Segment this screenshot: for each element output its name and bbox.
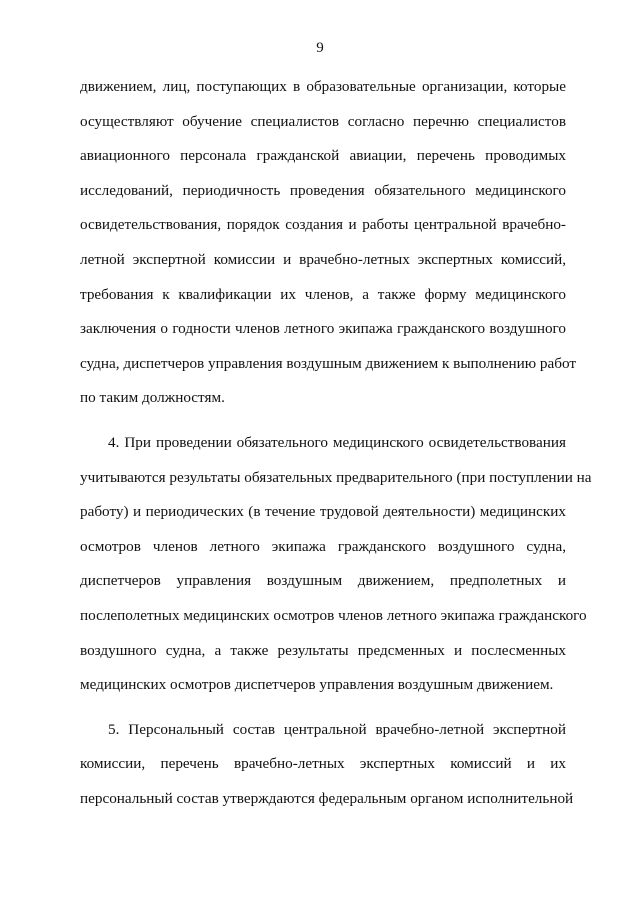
text-line: учитываются результаты обязательных предварительного (при поступлении на — [80, 468, 592, 486]
text-line: осуществляют обучение специалистов согласно перечню специалистов — [80, 112, 566, 130]
text-line: 4. При проведении обязательного медицинского освидетельствования — [108, 433, 566, 451]
text-line: освидетельствования, порядок создания и работы центральной врачебно- — [80, 216, 566, 234]
text-line: 5. Персональный состав центральной врачебно-летной экспертной — [108, 720, 566, 738]
body-text — [80, 70, 592, 816]
text-line: по таким должностям. — [80, 389, 225, 407]
text-line: послеполетных медицинских осмотров членов летного экипажа гражданского — [80, 606, 587, 624]
text-line: исследований, периодичность проведения обязательного медицинского — [80, 181, 566, 199]
text-line: медицинских осмотров диспетчеров управления воздушным движением. — [80, 676, 554, 694]
text-line: диспетчеров управления воздушным движением, предполетных и — [80, 572, 566, 590]
page-number: 9 — [316, 40, 324, 56]
text-line: движением, лиц, поступающих в образовательные организации, которые — [80, 78, 566, 95]
text-line: работу) и периодических (в течение трудовой деятельности) медицинских — [80, 503, 566, 521]
text-line: требования к квалификации их членов, а также форму медицинского — [80, 285, 566, 303]
text-line: воздушного судна, а также результаты предсменных и послесменных — [80, 641, 566, 659]
paragraph-gap — [80, 703, 566, 713]
paragraph-clause-5 — [80, 713, 574, 817]
text-line: летной экспертной комиссии и врачебно-летных экспертных комиссий, — [80, 250, 566, 268]
text-line: персональный состав утверждаются федеральным органом исполнительной — [80, 789, 574, 807]
text-line: судна, диспетчеров управления воздушным движением к выполнению работ — [80, 354, 577, 372]
paragraph-continuation — [80, 70, 577, 416]
paragraph-gap — [80, 416, 566, 426]
text-line: заключения о годности членов летного экипажа гражданского воздушного — [80, 320, 566, 338]
text-line: комиссии, перечень врачебно-летных экспертных комиссий и их — [80, 755, 566, 773]
text-line: осмотров членов летного экипажа гражданского воздушного судна, — [80, 537, 566, 555]
paragraph-clause-4 — [80, 426, 592, 703]
text-line: авиационного персонала гражданской авиации, перечень проводимых — [80, 147, 566, 165]
